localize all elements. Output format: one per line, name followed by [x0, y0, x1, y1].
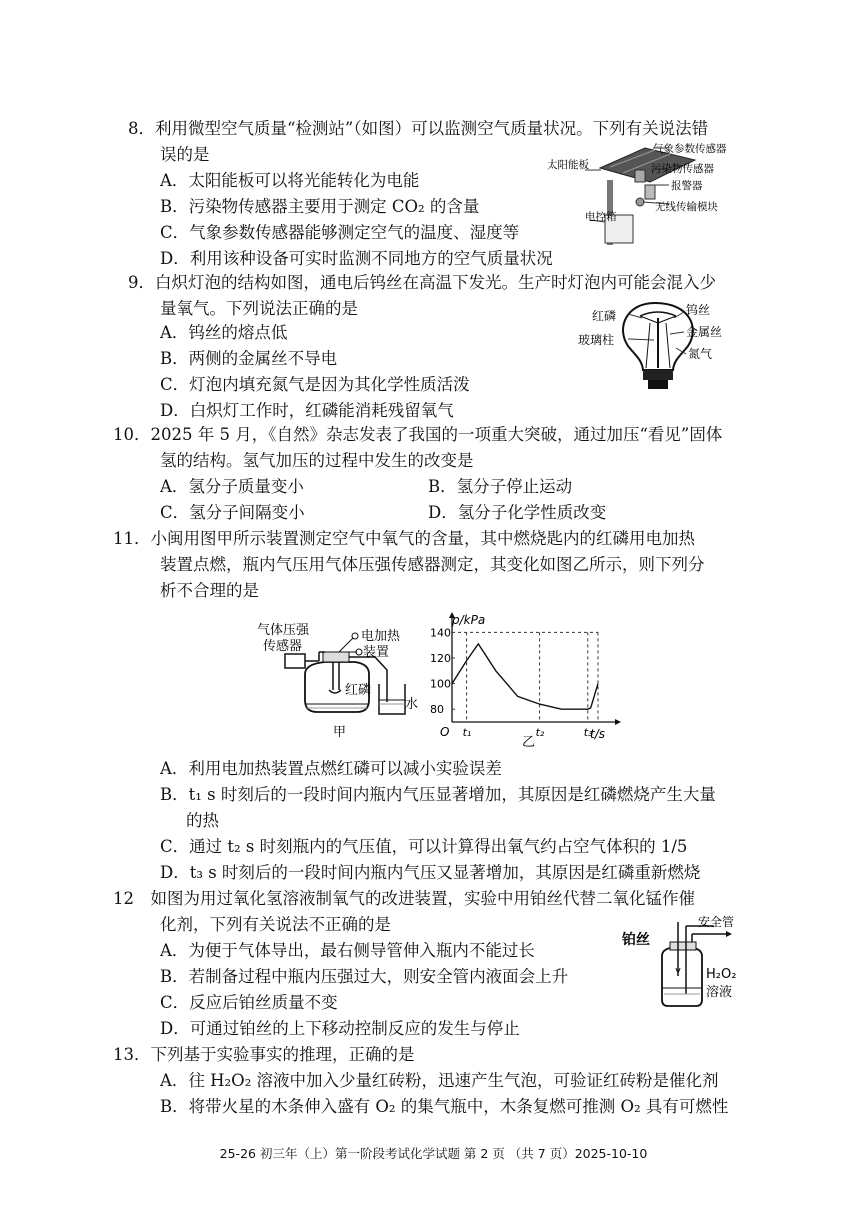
chart-caption: 乙 — [522, 735, 536, 750]
water-label: 水 — [405, 697, 419, 712]
y-tick-label: 80 — [430, 703, 444, 717]
electric-heater-label-1: 电加热 — [361, 629, 401, 644]
q12-option-d: D．可通过铂丝的上下移动控制反应的发生与停止 — [160, 1019, 520, 1038]
glass-column-label: 玻璃柱 — [578, 333, 615, 347]
q10-stem-line2: 氢的结构。氢气加压的过程中发生的改变是 — [160, 451, 474, 470]
q9-option-c: C．灯泡内填充氮气是因为其化学性质活泼 — [160, 375, 470, 394]
alarm-label: 报警器 — [671, 180, 703, 192]
origin-label: O — [440, 725, 450, 739]
page-footer: 25-26 初三年（上）第一阶段考试化学试题 第 2 页 （共 7 页）2025-10-10 — [219, 1146, 648, 1161]
pressure-curve — [452, 644, 598, 709]
light-bulb-figure — [570, 298, 750, 393]
y-tick-label: 120 — [430, 652, 451, 665]
pressure-sensor-label-2: 传感器 — [263, 639, 303, 654]
q13-option-a: A．往 H₂O₂ 溶液中加入少量红砖粉，迅速产生气泡，可验证红砖粉是催化剂 — [160, 1071, 719, 1090]
pollutant-sensor-label: 污染物传感器 — [651, 163, 714, 175]
solution-label: 溶液 — [706, 985, 733, 1000]
q9-option-d: D．白炽灯工作时，红磷能消耗残留氧气 — [160, 401, 454, 420]
q8-option-d: D．利用该种设备可实时监测不同地方的空气质量状况 — [160, 249, 553, 268]
q10-option-c: C．氢分子间隔变小 — [160, 503, 305, 522]
x-axis-label: t/s — [590, 727, 605, 741]
q12-option-a: A．为便于气体导出，最右侧导管伸入瓶内不能过长 — [160, 941, 535, 960]
q11-stem-line2: 装置点燃，瓶内气压用气体压强传感器测定，其变化如图乙所示，则下列分 — [160, 555, 705, 574]
weather-sensor-label: 气象参数传感器 — [653, 143, 727, 155]
red-phosphorus-label: 红磷 — [592, 309, 617, 323]
q10-option-d: D．氢分子化学性质改变 — [428, 503, 607, 522]
q9-option-b: B．两侧的金属丝不导电 — [160, 349, 338, 368]
safety-tube-label: 安全管 — [698, 915, 735, 929]
pressure-sensor-label-1: 气体压强 — [257, 623, 310, 638]
x-tick-label: t₂ — [535, 726, 545, 739]
q8-option-a: A．太阳能板可以将光能转化为电能 — [160, 171, 420, 190]
q11-option-b-line2: 的热 — [186, 811, 219, 830]
q13-stem: 13．下列基于实验事实的推理，正确的是 — [113, 1045, 415, 1064]
nitrogen-label: 氮气 — [688, 347, 713, 361]
q12-stem-line2: 化剂，下列有关说法不正确的是 — [160, 915, 391, 934]
control-box-label: 电控箱 — [585, 211, 617, 223]
q10-option-b: B．氢分子停止运动 — [428, 477, 573, 496]
solar-panel-label: 太阳能板 — [547, 159, 589, 171]
wireless-module-label: 无线传输模块 — [655, 201, 718, 213]
oxygen-apparatus-figure — [622, 914, 752, 1010]
electric-heater-label-2: 装置 — [363, 645, 390, 660]
y-axis-label: p/kPa — [452, 613, 486, 627]
q8-option-c: C．气象参数传感器能够测定空气的温度、湿度等 — [160, 223, 520, 242]
metal-wire-label: 金属丝 — [686, 325, 723, 339]
q10-stem-line1: 10．2025 年 5 月，《自然》杂志发表了我国的一项重大突破，通过加压“看见”固体 — [113, 425, 723, 444]
figure-jia-caption: 甲 — [333, 725, 347, 740]
tungsten-wire-label: 钨丝 — [686, 303, 711, 317]
x-tick-label: t₁ — [462, 726, 472, 739]
apparatus-jia-figure — [245, 612, 425, 744]
q11-option-a: A．利用电加热装置点燃红磷可以减小实验误差 — [160, 759, 502, 778]
gas-outlet-arrow-icon — [726, 931, 732, 937]
x-tick-label: t₃ — [583, 726, 593, 739]
q9-option-a: A．钨丝的熔点低 — [160, 323, 288, 342]
h2o2-label: H₂O₂ — [706, 967, 737, 982]
q12-option-b: B．若制备过程中瓶内压强过大，则安全管内液面会上升 — [160, 967, 569, 986]
y-tick-label: 140 — [430, 626, 451, 640]
q12-option-c: C．反应后铂丝质量不变 — [160, 993, 338, 1012]
q8-stem-line2: 误的是 — [160, 145, 210, 164]
q11-option-b-line1: B．t₁ s 时刻后的一段时间内瓶内气压显著增加，其原因是红磷燃烧产生大量 — [160, 785, 716, 804]
q8-stem-line1: 8．利用微型空气质量“检测站”（如图）可以监测空气质量状况。下列有关说法错 — [128, 119, 709, 138]
q13-option-b: B．将带火星的木条伸入盛有 O₂ 的集气瓶中，木条复燃可推测 O₂ 具有可燃性 — [160, 1097, 729, 1116]
y-tick-label: 100 — [430, 677, 451, 691]
q11-stem-line3: 析不合理的是 — [160, 581, 259, 600]
platinum-wire-label: 铂丝 — [622, 932, 650, 948]
pressure-chart — [430, 612, 630, 750]
q11-option-c: C．通过 t₂ s 时刻瓶内的气压值，可以计算得出氧气约占空气体积的 1/5 — [160, 837, 688, 856]
q9-stem-line1: 9．白炽灯泡的结构如图，通电后钨丝在高温下发光。生产时灯泡内可能会混入少 — [128, 273, 716, 292]
q10-option-a: A．氢分子质量变小 — [160, 477, 304, 496]
red-phosphorus-label: 红磷 — [345, 683, 372, 698]
q12-stem-line1: 12 如图为用过氧化氢溶液制氧气的改进装置，实验中用铂丝代替二氧化锰作催 — [113, 889, 695, 908]
x-axis-arrow-icon — [615, 719, 621, 725]
q11-option-d: D．t₃ s 时刻后的一段时间内瓶内气压又显著增加，其原因是红磷重新燃烧 — [160, 863, 701, 882]
q11-stem-line1: 11．小闽用图甲所示装置测定空气中氧气的含量，其中燃烧匙内的红磷用电加热 — [113, 529, 695, 548]
air-station-figure — [545, 140, 765, 250]
q9-stem-line2: 量氧气。下列说法正确的是 — [160, 299, 358, 318]
q8-option-b: B．污染物传感器主要用于测定 CO₂ 的含量 — [160, 197, 480, 216]
